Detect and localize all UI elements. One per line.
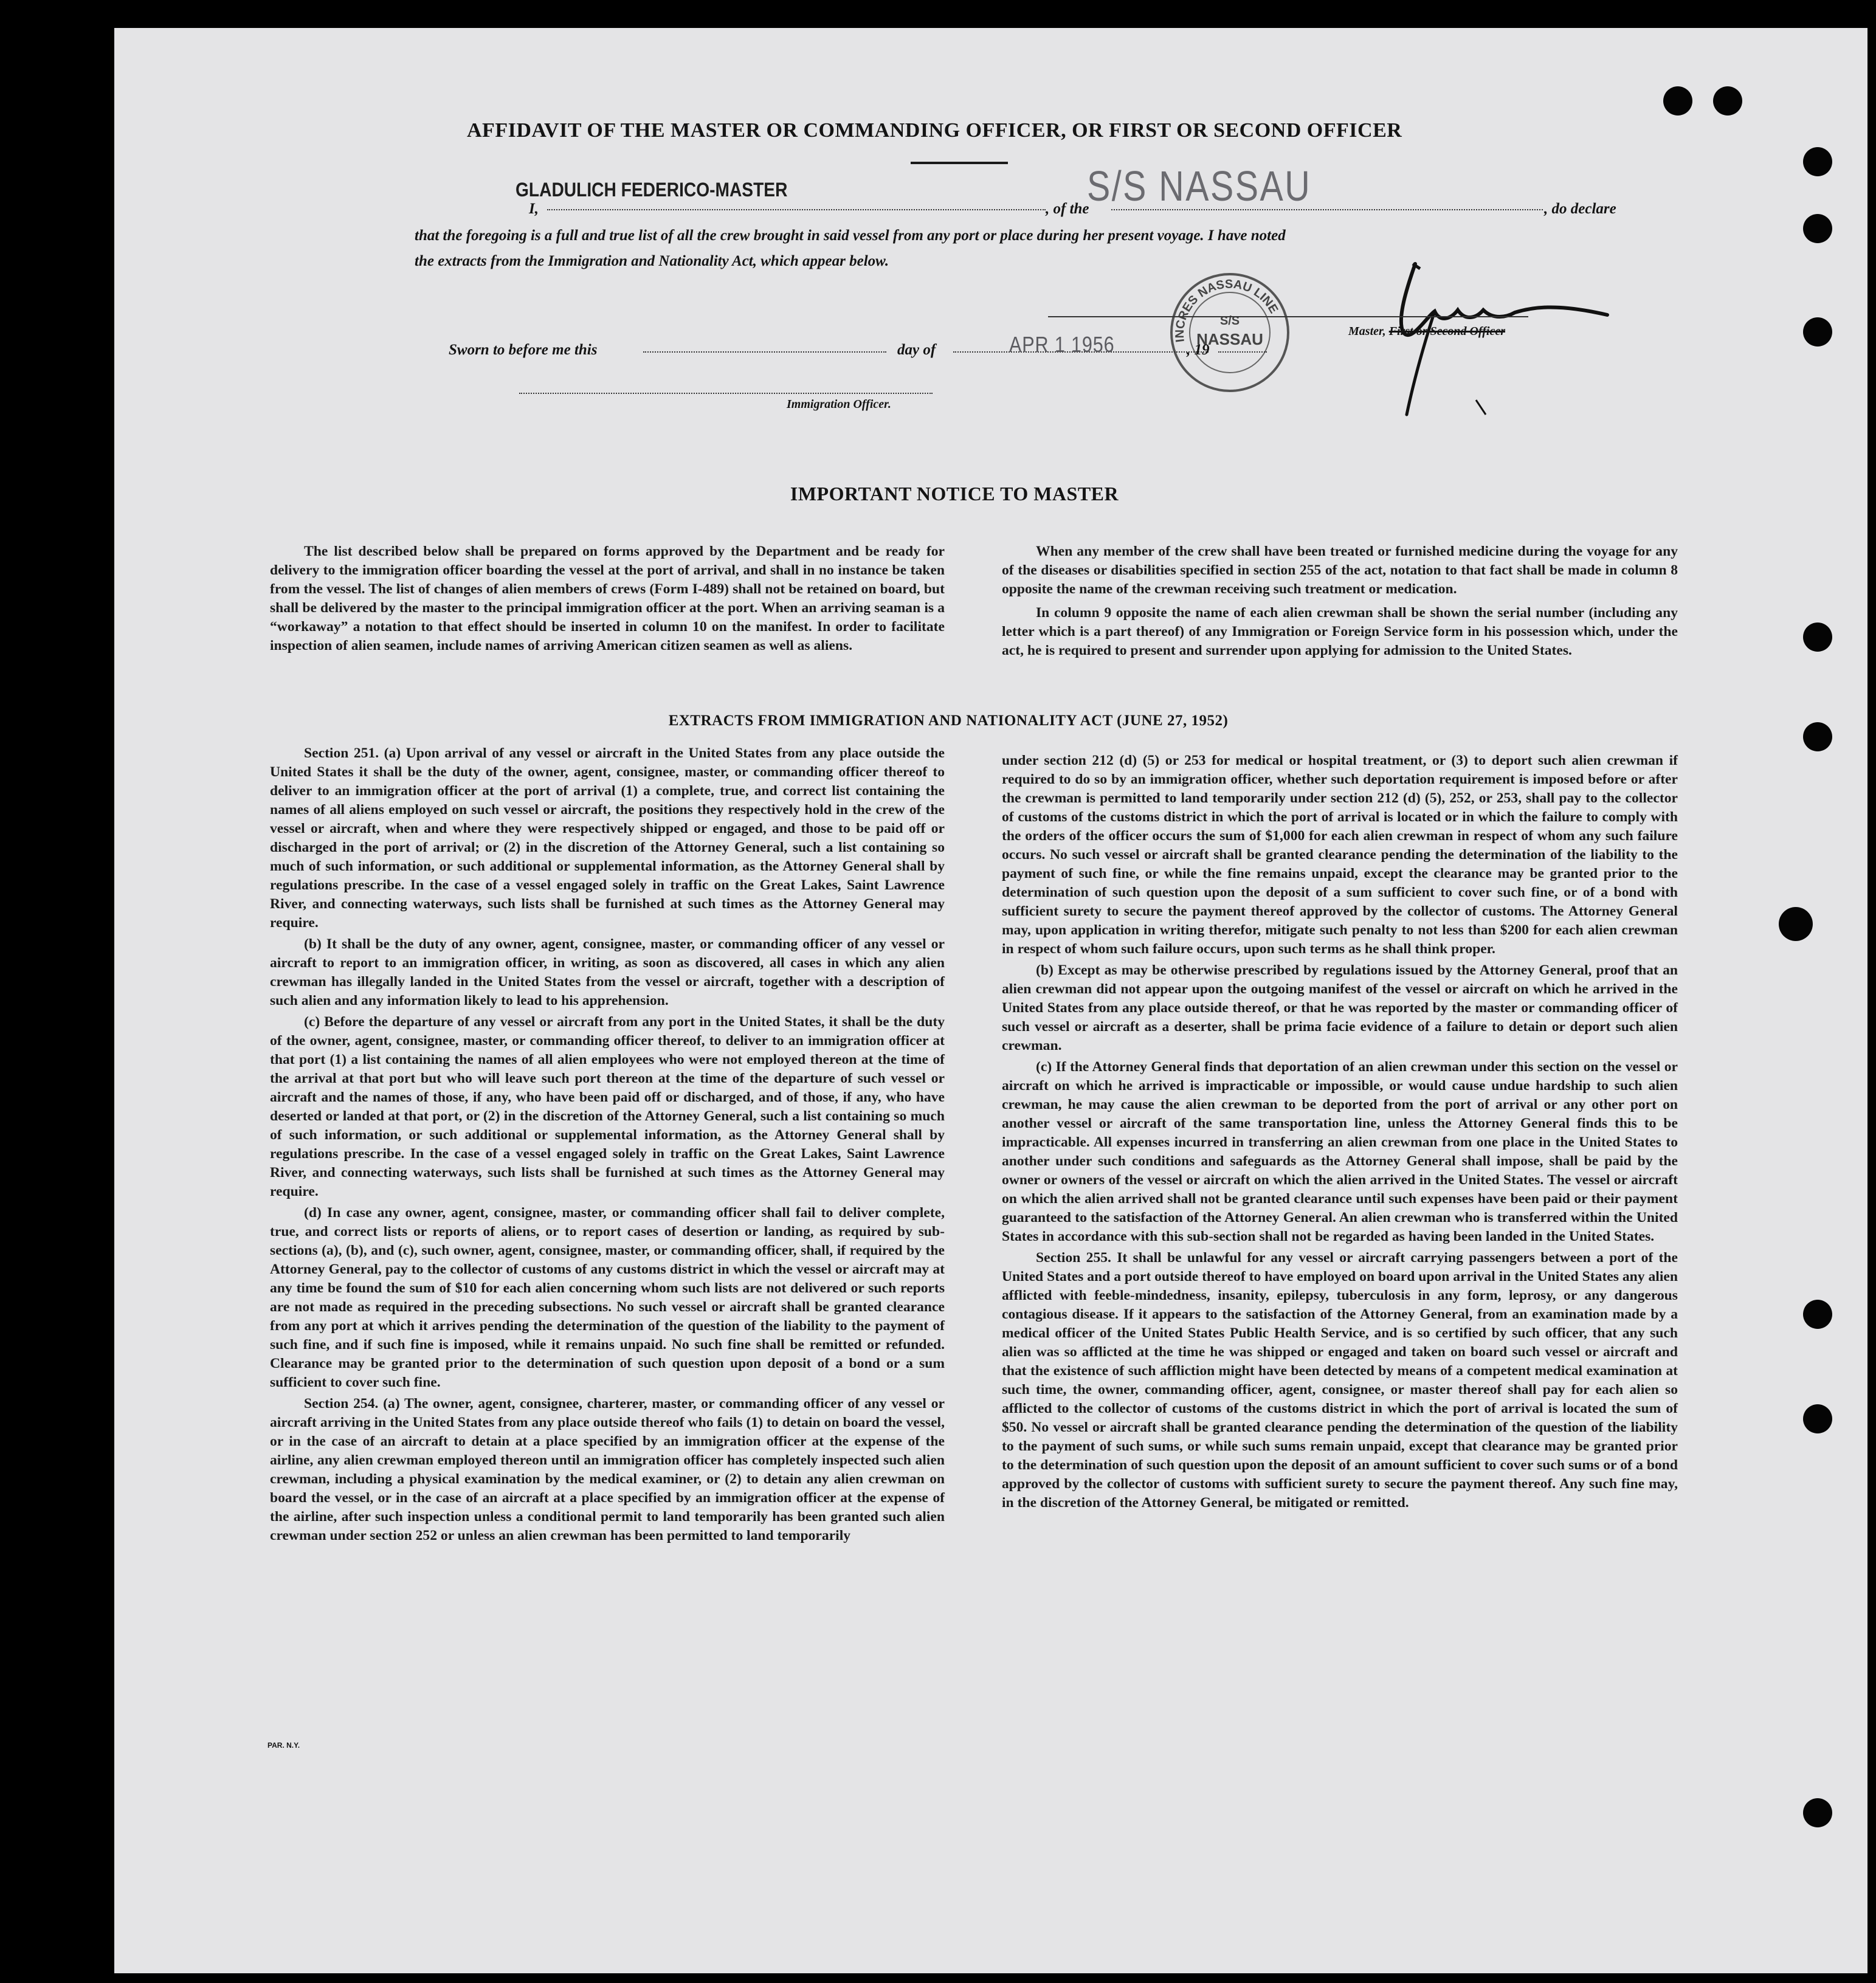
date-stamp: APR 1 1956 (1009, 332, 1115, 357)
extract-left-0: Section 251. (a) Upon arrival of any vessel or aircraft in the United States from any place outside the United States it shall be the duty of the owner, agent, consignee, master, or commanding officer thereof to deliver to an immigration officer at the port of arrival (1) a complete, true, and correct list containing the names of all aliens employed on such vessel or aircraft, the positions they respectively hold in the crew of the vessel or aircraft, when and where they were respectively shipped or engaged, and those to be paid off or discharged in the port of arrival; or (2) in the discretion of the Attorney General, such a list containing so much of such information, or such additional or supplemental information, as the Attorney General shall by regulations prescribe. In the case of a vessel engaged solely in traffic on the Great Lakes, Saint Lawrence River, and connecting waterways, such lists shall be furnished at such times as the Attorney General may require. (270, 745, 945, 931)
extract-right-1: (b) Except as may be otherwise prescribed by regulations issued by the Attorney General, proof that an alien crewman did not appear upon the outgoing manifest of the vessel or aircraft on which he arrived in the United States from any place outside thereof, or that he was reported by the master or commanding officer of such vessel or aircraft as a deserter, shall be prima facie evidence of a failure to detain or deport such alien crewman. (1002, 962, 1678, 1054)
do-declare-label: , do declare (1544, 201, 1616, 217)
immigration-officer-caption: Immigration Officer. (787, 398, 891, 411)
notice-left-column (270, 542, 945, 655)
punch-hole (1803, 317, 1832, 347)
year-prefix: , 19 (1187, 342, 1210, 358)
master-caption (1348, 325, 1505, 339)
master-signature (1354, 252, 1628, 458)
day-of-label: day of (897, 342, 936, 358)
notice-left-paragraph: The list described below shall be prepared on forms approved by the Department and be ready for delivery to the immigration officer boarding the vessel at the port of arrival, and shall in no instance be taken from the vessel. The list of changes of alien members of crews (Form I-489) shall not be retained on board, but shall be delivered by the master to the principal immigration officer at the port. When an arriving seaman is a “workaway” a notation to that effect should be inserted in column 10 on the manifest. In order to facilitate inspection of alien seamen, include names of arriving American citizen seamen as well as aliens. (270, 543, 945, 654)
sworn-year-line (1218, 351, 1267, 353)
master-caption-label: Master, (1348, 325, 1386, 338)
signature-line (1048, 316, 1528, 317)
struck-officer-caption: First or Second Officer (1388, 325, 1505, 338)
sworn-label: Sworn to before me this (449, 342, 598, 358)
printer-mark: PAR. N.Y. (267, 1741, 300, 1750)
extract-left-1: (b) It shall be the duty of any owner, agent, consignee, master, or commanding officer of any vessel or aircraft to report to an immigration officer, in writing, as soon as discovered, all cases in which any alien crewman has illegally landed in the United States from the vessel or aircraft, together with a description of such alien and any information likely to lead to his apprehension. (270, 936, 945, 1009)
punch-hole (1803, 147, 1832, 176)
seal-center-text: NASSAU (1196, 330, 1263, 348)
immigration-officer-line (519, 393, 933, 394)
notice-right-column (1002, 542, 1678, 660)
punch-hole (1803, 622, 1832, 652)
name-line (547, 209, 1046, 210)
document-page (114, 28, 1867, 1973)
punch-hole (1803, 214, 1832, 243)
extracts-heading: EXTRACTS FROM IMMIGRATION AND NATIONALITY ACT (JUNE 27, 1952) (668, 712, 1229, 729)
extracts-right-column (1002, 751, 1678, 1512)
extract-right-0: under section 212 (d) (5) or 253 for medical or hospital treatment, or (3) to deport such alien crewman if required to do so by an immigration officer, whether such deportation requirement is imposed before or after the crewman is permitted to land temporarily under section 212 (d) (5), 252, or 253, shall pay to the collector of customs of the customs district in which the port of arrival is located or in which the failure to comply with the orders of the officer occurs the sum of $1,000 for each alien crewman in respect of whom any such failure occurs. No such vessel or aircraft shall be granted clearance pending the determination of the liability to the payment of such fine, or while the fine remains unpaid, except the clearance may be granted prior to the determination of such question upon the deposit of a sum sufficient to cover such fine, or of a bond with sufficient surety to secure the payment thereof approved by the collector of customs. The Attorney General may, upon application in writing therefor, mitigate such penalty to not less than $200 for each alien crewman in respect of whom such failure occurs, upon such terms as he shall think proper. (1002, 753, 1678, 957)
extract-right-2: (c) If the Attorney General finds that deportation of an alien crewman under this section on the vessel or aircraft on which he arrived is impracticable or impossible, or would cause undue hardship to such alien crewman, he may cause the alien crewman to be deported from the port of arrival or any other port on another vessel or aircraft of the same transportation line, unless the Attorney General finds this to be impracticable. All expenses incurred in transferring an alien crewman from one place in the United States to another under such conditions and safeguards as the Attorney General shall impose, shall be paid by the owner or owners of the vessel or aircraft on which the alien arrived in the United States. The vessel or aircraft on which the alien arrived shall not be granted clearance until such expenses have been paid or their payment guaranteed to the satisfaction of the Attorney General. An alien crewman who is transferred within the United States in accordance with this sub-section shall not be regarded as having been landed in the United States. (1002, 1059, 1678, 1244)
punch-hole (1803, 1798, 1832, 1827)
notice-right-paragraph-1: When any member of the crew shall have been treated or furnished medicine during the voyage for any of the diseases or disabilities specified in section 255 of the act, notation to that fact shall be made in column 8 opposite the name of the crewman receiving such treatment or medication. (1002, 543, 1678, 597)
notice-heading: IMPORTANT NOTICE TO MASTER (790, 483, 1119, 505)
master-name: GLADULICH FEDERICO-MASTER (516, 179, 788, 201)
declaration-line-2: the extracts from the Immigration and Nationality Act, which appear below. (415, 253, 889, 269)
title-rule (911, 162, 1008, 164)
sworn-day-line (643, 351, 886, 353)
extract-right-3: Section 255. It shall be unlawful for any vessel or aircraft carrying passengers between a port of the United States and a port outside thereof to have employed on board upon arrival in the United States any alien afflicted with feeble-mindedness, insanity, epilepsy, tuberculosis in any form, leprosy, or any dangerous contagious disease. If it appears to the satisfaction of the Attorney General, from an examination made by a medical officer of the United States Public Health Service, and is so certified by such officer, that any such alien was so afflicted at the time he was shipped or engaged and taken on board such vessel or aircraft and that the existence of such affliction might have been detected by means of a competent medical examination at such time, the owner, commanding officer, agent, consignee, or master thereof shall pay for each alien so afflicted to the collector of customs of the customs district in which the port of arrival is located the sum of $50. No vessel or aircraft shall be granted clearance pending the determination of the question of the liability to the payment of such sums, or while such sums remain unpaid, except that clearance may be granted prior to the determination of such question upon the deposit of an amount sufficient to cover such sums or of a bond approved by the collector of customs with sufficient surety to secure the payment thereof. Any such fine may, in the discretion of the Attorney General, be mitigated or remitted. (1002, 1250, 1678, 1511)
of-the-label: , of the (1046, 201, 1089, 217)
seal-ring-text: INCRES NASSAU LINE (1173, 277, 1281, 343)
punch-hole (1803, 1404, 1832, 1433)
seal-center-top: S/S (1219, 314, 1240, 328)
extract-left-3: (d) In case any owner, agent, consignee, master, or commanding officer shall fail to deliver complete, true, and correct lists or reports of aliens, or to report cases of desertion or landing, as required by sub-sections (a), (b), and (c), such owner, agent, consignee, master, or commanding officer, shall, if required by the Attorney General, pay to the collector of customs of any customs district in which the vessel or aircraft may at any time be found the sum of $10 for each alien concerning whom such lists are not delivered or such reports are not made as required in the preceding subsections. No such vessel or aircraft shall be granted clearance from any port at which it arrives pending the determination of the question of the liability to the payment of such fine, and if such fine is imposed, while it remains unpaid. No such fine shall be remitted or refunded. Clearance may be granted prior to the determination of such question upon deposit of a bond or a sum sufficient to cover such fine. (270, 1205, 945, 1390)
vessel-name-stamp: S/S NASSAU (1087, 162, 1312, 210)
punch-hole (1779, 907, 1813, 941)
punch-hole (1663, 86, 1692, 116)
notice-right-paragraph-2: In column 9 opposite the name of each alien crewman shall be shown the serial number (including any letter which is a part thereof) of any Immigration or Foreign Service form in his possession which, under the act, he is required to present and surrender upon applying for admission to the United States. (1002, 605, 1678, 658)
extracts-left-column (270, 744, 945, 1545)
extract-left-4: Section 254. (a) The owner, agent, consignee, charterer, master, or commanding officer of any vessel or aircraft arriving in the United States from any place outside thereof who fails (1) to detain on board the vessel, or in the case of an aircraft to detain at a place specified by an immigration officer at the expense of the airline, any alien crewman employed thereon until an immigration officer has completely inspected such alien crewman, including a physical examination by the medical examiner, or (2) to detain any alien crewman on board the vessel, or in the case of an aircraft at a place specified by an immigration officer at the expense of the airline, after such inspection unless a conditional permit to land temporarily has been granted such alien crewman under section 252 or unless an alien crewman has been permitted to land temporarily (270, 1396, 945, 1543)
extract-left-2: (c) Before the departure of any vessel or aircraft from any port in the United States, it shall be the duty of the owner, agent, consignee, master, or commanding officer thereof, to deliver to an immigration officer at that port (1) a list containing the names of all alien employees who were not employed thereon at the time of the arrival at that port but who will leave such port thereon at the time of the departure of such vessel or aircraft and the names of those, if any, who have been paid off or discharged, and of those, if any, who have deserted or landed at that port, or (2) in the discretion of the Attorney General, such a list containing so much of such information, or such additional or supplemental information, as the Attorney General shall by regulations prescribe. In the case of a vessel engaged solely in traffic on the Great Lakes, Saint Lawrence River, and connecting waterways, such lists shall be furnished at such times as the Attorney General may require. (270, 1014, 945, 1199)
declaration-line-1: that the foregoing is a full and true list of all the crew brought in said vessel from any port or place during her present voyage. I have noted (415, 227, 1286, 244)
punch-hole (1803, 1300, 1832, 1329)
i-label: I, (529, 201, 539, 217)
affidavit-title: AFFIDAVIT OF THE MASTER OR COMMANDING OFFICER, OR FIRST OR SECOND OFFICER (467, 119, 1402, 142)
company-seal (1166, 269, 1294, 396)
punch-hole (1713, 86, 1742, 116)
